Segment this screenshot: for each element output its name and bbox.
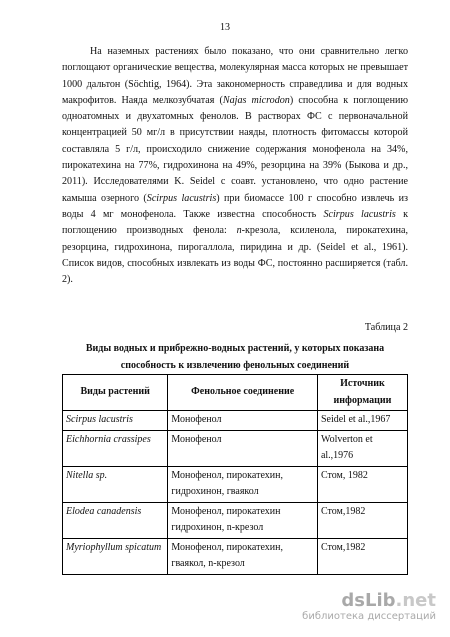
cell-compound: Монофенол, пирокатехин, гидрохинон, гваякол bbox=[168, 466, 318, 502]
cell-species: Nitella sp. bbox=[63, 466, 168, 502]
cell-compound: Монофенол bbox=[168, 430, 318, 466]
cell-species: Myriophyllum spicatum bbox=[63, 538, 168, 574]
table-row bbox=[63, 430, 408, 466]
header-species: Виды растений bbox=[63, 375, 168, 411]
cell-species: Elodea canadensis bbox=[63, 502, 168, 538]
cell-species: Eichhornia crassipes bbox=[63, 430, 168, 466]
header-compound: Фенольное соединение bbox=[168, 375, 318, 411]
table-row bbox=[63, 502, 408, 538]
table-header-row bbox=[63, 375, 408, 411]
cell-compound: Монофенол bbox=[168, 411, 318, 431]
cell-compound: Монофенол, пирокатехин гидрохинон, n-крезол bbox=[168, 502, 318, 538]
table-caption: Таблица 2 bbox=[364, 322, 408, 333]
table-row bbox=[63, 466, 408, 502]
cell-source: Стом, 1982 bbox=[317, 466, 407, 502]
cell-source: Стом,1982 bbox=[317, 538, 407, 574]
body-text bbox=[62, 44, 408, 288]
cell-source: Стом,1982 bbox=[317, 502, 407, 538]
table-row bbox=[63, 538, 408, 574]
table-title: Виды водных и прибрежно-водных растений, у которых показана способность к извлечению фенольных соединений bbox=[85, 343, 385, 371]
watermark-logo: dsLib.net bbox=[341, 590, 436, 611]
watermark bbox=[302, 591, 436, 623]
cell-source: Wolverton et al.,1976 bbox=[317, 430, 407, 466]
cell-compound: Монофенол, пирокатехин, гваякол, n-крезол bbox=[168, 538, 318, 574]
species-table bbox=[62, 374, 408, 575]
body-paragraph: На наземных растениях было показано, что они сравнительно легко поглощают органические вещества, молекулярная масса которых не превышает 1000 дальтон (Söchtig, 1964). Эта закономерность справедлива и для водных макрофитов. Наяда мелкозубчатая (Najas microdon) способна к поглощению одноатомных и двухатомных фенолов. В растворах ФС с первоначальной концентрацией 50 мг/л в присутствии наяды, плотность фитомассы которой составляла 5 г/л, происходило снижение содержания монофенола на 34%, пирокатехина на 77%, гидрохинона на 49%, резорцина на 39% (Быкова и др., 2011). Исследователями K. Seidel с соавт. установлено, что одно растение камыша озерного (Scirpus lacustris) при биомассе 100 г способно извлечь из воды 4 мг монофенола. Также известна способность Scirpus lacustris к поглощению производных фенола: n-крезола, ксиленола, пирокатехина, резорцина, гидрохинона, пирогаллола, пиридина и др. (Seidel et al., 1961). Список видов, способных извлекать из воды ФС, постоянно расширяется (табл. 2). bbox=[62, 46, 409, 286]
table-row bbox=[63, 411, 408, 431]
cell-species: Scirpus lacustris bbox=[63, 411, 168, 431]
header-source: Источник информации bbox=[317, 375, 407, 411]
cell-source: Seidel et al.,1967 bbox=[317, 411, 407, 431]
page-number: 13 bbox=[220, 22, 230, 33]
watermark-subtitle: библиотека диссертаций bbox=[302, 611, 436, 622]
